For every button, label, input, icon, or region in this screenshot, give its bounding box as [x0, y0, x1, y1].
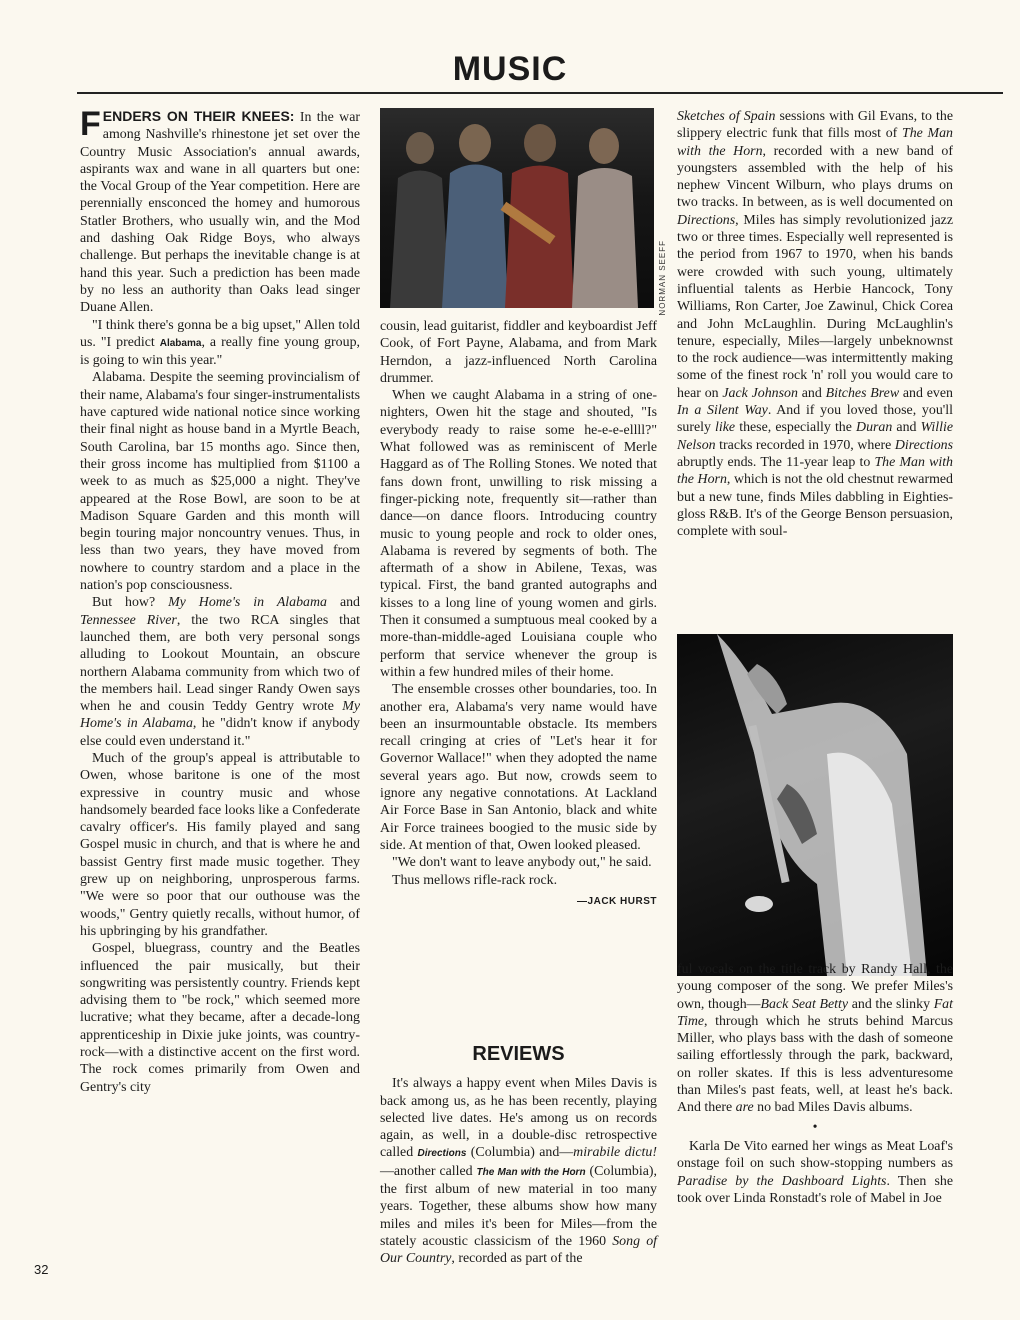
text: , recorded as part of the	[451, 1251, 583, 1267]
band-name: Alabama	[159, 337, 202, 349]
paragraph: The ensemble crosses other boundaries, too. In another era, Alabama's very name would have been an insurmountable obstacle. Its members recall cringing at cries of "Let's hear it for Governor Wallace!" when they adopted the name several years ago. But now, crowds seem to ignore any negative connotations. At Lackland Air Force Base in San Antonio, black and white Air Force trainees boogied to the music side by side. At mention of that, Owen looked pleased.	[380, 682, 657, 853]
text: . And if you loved those, you'll surely	[677, 403, 953, 436]
text: "I think there's gonna be a big upset," Allen told us. "I predict	[80, 317, 360, 350]
text: But how?	[92, 595, 169, 611]
title: Jack Johnson	[722, 385, 798, 401]
text: It's always a happy event when Miles Davis is back among us, as he has been recently, playing selected live dates. He's among us on records again, as well, in a double-disc retrospective called	[380, 1076, 657, 1161]
text: like	[715, 420, 736, 436]
text: (Columbia) and—	[466, 1145, 574, 1161]
text: sessions with Gil Evans, to the slippery electric funk that fills most of	[677, 109, 953, 142]
paragraph: "We don't want to leave anybody out," he said.	[392, 855, 652, 871]
lead-in: ENDERS ON THEIR KNEES:	[102, 108, 295, 124]
column-3-top	[677, 108, 953, 540]
text: , a really fine young group, is going to win this year."	[80, 334, 360, 369]
column-2	[380, 318, 657, 910]
band-illustration	[380, 108, 654, 308]
section-heading: REVIEWS	[472, 1043, 565, 1065]
title: Paradise by the Dashboard Lights	[677, 1173, 887, 1189]
title: Bitches Brew	[825, 385, 900, 401]
text: —another called	[380, 1163, 477, 1179]
text: , recorded with a new band of youngsters assembled with the help of his nephew Vincent Wilburn, who plays drums on two tracks. In between, as is well documented on	[677, 143, 954, 211]
text: abruptly ends. The 11-year leap to	[677, 454, 875, 470]
title: Tennessee River	[80, 612, 177, 628]
text: and the slinky	[848, 996, 934, 1012]
text: no bad Miles Davis albums.	[753, 1100, 913, 1116]
section-bullet: •	[812, 1119, 818, 1135]
album-title: The Man with the Horn	[476, 1166, 586, 1178]
text: , through which he struts behind Marcus Miller, who plays bass with the dash of someone sailing effortlessly through the park, backward, on roller skates. If this is less adventuresome than Miles's past feats, well, at least he's back. And there	[677, 1013, 953, 1116]
text: Karla De Vito earned her wings as Meat Loaf's onstage foil on such show-stopping numbers as	[677, 1138, 953, 1172]
title: My Home's in Alabama	[168, 595, 327, 611]
text: , Miles has simply revolutionized jazz two or three times. Especially well represented is the period from 1967 to 1970, when his bands were crowded with such young, ultimately influential talents as Herbie Hancock, Tony Williams, Ron Carter, Joe Zawinul, Chick Corea and John McLaughlin. During McLaughlin's tenure, especially, Miles—largely unbeknownst to the rock audience—was intermittently making some of the finest rock 'n' roll you would care to hear on	[677, 212, 953, 401]
trumpet-player-illustration	[677, 634, 953, 976]
title: Sketches of Spain	[677, 109, 776, 124]
text: , the two RCA singles that launched them, are both very personal songs alluding to Lookout Mountain, an obscure northern Alabama community from which two of the members hail. Lead singer Randy Owen says when he and cousin Teddy Gentry wrote	[80, 612, 360, 715]
text: , he "didn't know if anybody else could even understand it."	[80, 716, 360, 749]
paragraph: Alabama. Despite the seeming provincialism of their name, Alabama's four singer-instrumentalists have captured wide national notice since working their final night as house band in a Myrtle Beach, South Carolina, bar 15 months ago. Since then, their gross income has multiplied from $1100 a week to as much as $25,000 a night. They've appeared at the Rose Bowl, are soon to be at Madison Square Garden and this month will begin touring major noncountry venues. Thus, in less than two years, they have moved from nowhere to country stardom and a place in the nation's pop consciousness.	[80, 370, 360, 594]
column-1	[80, 105, 361, 1096]
title: Back Seat Betty	[760, 996, 849, 1012]
text: and	[326, 595, 361, 611]
paragraph: cousin, lead guitarist, fiddler and keyboardist Jeff Cook, of Fort Payne, Alabama, and from Mark Herndon, a jazz-influenced North Carolina drummer.	[380, 319, 657, 386]
text: are	[735, 1100, 754, 1116]
miles-davis-photo	[677, 634, 953, 976]
text: . Then she took over Linda Ronstadt's role of Mabel in Joe	[677, 1173, 953, 1206]
paragraph	[80, 594, 360, 750]
text: and even	[899, 385, 953, 401]
paragraph	[80, 105, 360, 317]
page-title: MUSIC	[452, 50, 568, 88]
text: ful vocals on the title track by Randy Hall, the young composer of the song. We prefer Miles's own, though—	[677, 962, 953, 1012]
text: these, especially the	[735, 420, 857, 436]
title: Willie Nelson	[677, 420, 953, 453]
title: The Man with the Horn	[677, 454, 954, 488]
paragraph: Much of the group's appeal is attributable to Owen, whose baritone is one of the most expressive in country music and whose handsomely bearded face looks like a Confederate cavalry officer's. His family played and sang Gospel music in church, and that is where he and bassist Gentry first made music together. They grew up on neighboring, unprosperous farms. "We were so poor that our outhouse was the woods," Gentry quietly recalls, without humor, of his upbringing by his grandfather.	[80, 750, 361, 939]
column-3-bottom	[677, 961, 953, 1207]
title: In a Silent Way	[677, 403, 768, 419]
title: The Man with the Horn	[677, 126, 953, 159]
header-rule	[77, 92, 1003, 94]
paragraph: When we caught Alabama in a string of one-nighters, Owen hit the stage and shouted, "Is everybody ready to raise some he-e-e-ellll?" What followed was as reminiscent of Merle Haggard as of The Rolling Stones. We noted that fans down front, unwilling to risk missing a finger-picking note, frequently sit—rather than dance—on dance floors. Introducing country music to young people and rock to older ones, Alabama is revered by segments of both. The aftermath of a show in Abilene, Texas, was typical. First, the band granted autographs and kisses to a long line of young women and girls. Then it consumed a sumptuous meal cooked by a more-than-middle-aged Louisiana couple who perform that service whenever the group is within a few hundred miles of their home.	[380, 388, 657, 680]
text: and	[797, 385, 826, 401]
text: (Columbia), the first album of new material in too many years. Together, these albums show how many miles and miles it's been for Miles—from the stately acoustic classicism of the 1960	[380, 1163, 657, 1249]
title: Directions	[677, 212, 736, 228]
paragraph: Gospel, bluegrass, country and the Beatles influenced the pair musically, but their songwriting was persistently country. Friends kept advising them to "be rock," which seemed more lucrative; what they became, after a decade-long apprenticeship in Dixie juke joints, was country-rock—with a distinctive accent on the first word. The rock comes primarily from Owen and Gentry's city	[80, 941, 360, 1095]
page-number: 32	[34, 1262, 49, 1277]
text: and	[892, 420, 921, 436]
title: My Home's in Alabama	[80, 699, 360, 732]
paragraph	[80, 317, 360, 370]
byline: —JACK HURST	[577, 895, 657, 907]
reviews-section	[380, 1030, 657, 1268]
title: Directions	[894, 437, 953, 453]
paragraph	[677, 108, 953, 540]
paragraph	[677, 961, 953, 1117]
title: Fat Time	[677, 996, 953, 1029]
text: , which is not the old chestnut rewarmed but a new tune, finds Miles dabbling in Eighties-gloss R&B. It's of the George Benson persuasion, complete with soul-	[677, 472, 953, 540]
drop-cap: F	[80, 105, 101, 143]
paragraph	[380, 1075, 657, 1267]
text: tracks recorded in 1970, where	[715, 437, 895, 453]
photo-credit: NORMAN SEEFF	[658, 240, 667, 316]
text: In the war among Nashville's rhinestone jet set over the Country Music Association's annual awards, aspirants wax and wane in all quarters but one: the Vocal Group of the Year competition. Here are perennially ensconced the homey and humorous Statler Brothers, who usually win, and the Mod and dashing Oak Ridge Boys, who always challenge. But perhaps the inevitable change is at hand this year. Such a prediction has been made by no less an authority than Oaks lead singer Duane Allen.	[80, 110, 360, 316]
paragraph	[677, 1138, 953, 1207]
album-title: Song of Our Country	[380, 1233, 657, 1267]
paragraph: Thus mellows rifle-rack rock.	[392, 872, 558, 888]
title: Duran	[856, 420, 893, 436]
album-title: Directions	[417, 1148, 467, 1160]
band-photo	[380, 108, 654, 308]
text: mirabile dictu!	[573, 1145, 657, 1161]
